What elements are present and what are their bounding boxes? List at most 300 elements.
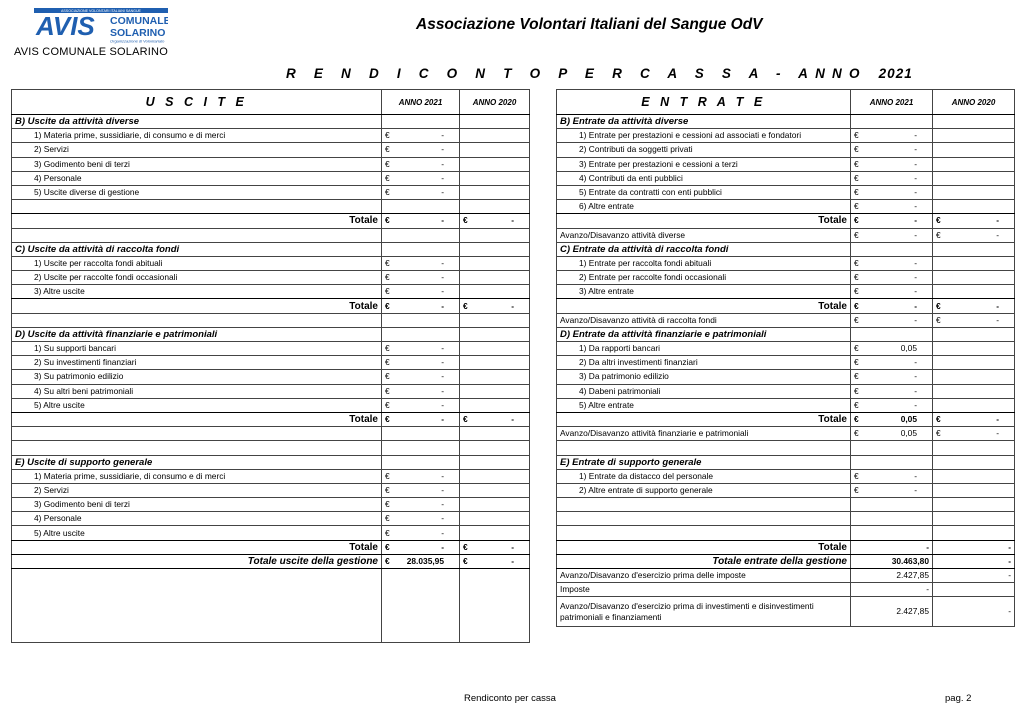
amount <box>854 201 929 212</box>
amount-value: - <box>914 470 917 481</box>
value-2021 <box>382 256 460 270</box>
value-2021 <box>382 299 460 313</box>
value-2021 <box>382 200 460 214</box>
currency-symbol: € <box>385 541 390 552</box>
currency-symbol: € <box>854 428 859 439</box>
header-title: Associazione Volontari Italiani del Sangue OdV <box>416 16 763 33</box>
value-2020 <box>933 115 1015 129</box>
value-2020 <box>460 185 530 199</box>
value-2020 <box>460 512 530 526</box>
row-label: 1) Su supporti bancari <box>12 342 382 356</box>
amount <box>385 471 456 482</box>
currency-symbol: € <box>385 257 390 268</box>
amount-value: - <box>441 484 444 495</box>
logo-line1: COMUNALE <box>110 15 168 27</box>
value-2021 <box>382 569 460 643</box>
currency-symbol: € <box>463 555 468 566</box>
amount-value: - <box>441 343 444 354</box>
table-row <box>557 271 1015 285</box>
table-row <box>557 412 1015 426</box>
value-2021 <box>851 469 933 483</box>
amount-value: - <box>914 286 917 297</box>
value-2021: - <box>851 540 933 554</box>
table-row <box>12 256 530 270</box>
value-2021 <box>382 498 460 512</box>
value-2020 <box>933 200 1015 214</box>
value-2020 <box>933 228 1015 242</box>
currency-symbol: € <box>385 187 390 198</box>
value-2021 <box>382 554 460 568</box>
table-row <box>557 157 1015 171</box>
amount <box>854 301 929 312</box>
amount <box>385 301 456 312</box>
value-2020: - <box>933 597 1015 627</box>
table-row <box>12 569 530 643</box>
table-row <box>557 583 1015 597</box>
table-row <box>557 441 1015 455</box>
currency-symbol: € <box>854 201 859 212</box>
currency-symbol: € <box>385 357 390 368</box>
row-label: 1) Entrate da distacco del personale <box>557 469 851 483</box>
amount <box>385 215 456 226</box>
currency-symbol: € <box>385 555 390 566</box>
amount-value: - <box>996 414 999 425</box>
amount <box>936 428 1011 439</box>
currency-symbol: € <box>385 414 390 425</box>
doc-year: 2021 <box>878 66 913 81</box>
value-2021 <box>851 342 933 356</box>
value-2020 <box>460 441 530 455</box>
value-2020 <box>460 285 530 299</box>
currency-symbol: € <box>463 414 468 425</box>
amount-value: - <box>511 555 514 566</box>
value-2021 <box>851 200 933 214</box>
section-heading: B) Uscite da attività diverse <box>12 115 382 129</box>
value-2020 <box>460 526 530 540</box>
amount <box>385 272 456 283</box>
value-2020 <box>933 356 1015 370</box>
table-row <box>557 143 1015 157</box>
amount-value: - <box>914 257 917 268</box>
currency-symbol: € <box>854 414 859 425</box>
value-2021 <box>851 143 933 157</box>
table-row <box>557 370 1015 384</box>
table-row <box>557 356 1015 370</box>
value-2020 <box>460 271 530 285</box>
table-header <box>12 90 530 115</box>
amount <box>385 286 456 297</box>
value-2021 <box>382 143 460 157</box>
amount <box>854 173 929 184</box>
value-2020 <box>460 214 530 228</box>
currency-symbol: € <box>854 371 859 382</box>
table-row <box>557 242 1015 256</box>
value-2021 <box>851 455 933 469</box>
value-2021 <box>382 526 460 540</box>
value-2021 <box>851 271 933 285</box>
total-label: Totale <box>12 299 382 313</box>
value-2021 <box>382 427 460 441</box>
amount-value: - <box>441 470 444 481</box>
amount-value: - <box>441 414 444 425</box>
table-row <box>12 129 530 143</box>
amount-value: - <box>914 272 917 283</box>
value-2021 <box>382 370 460 384</box>
table-row <box>12 143 530 157</box>
currency-symbol: € <box>463 300 468 311</box>
value-2020: - <box>933 540 1015 554</box>
amount <box>854 386 929 397</box>
amount <box>854 159 929 170</box>
value-2021 <box>851 171 933 185</box>
value-2021 <box>382 129 460 143</box>
table-row <box>12 271 530 285</box>
blank-cell <box>557 512 851 526</box>
amount-value: - <box>996 428 999 439</box>
currency-symbol: € <box>385 144 390 155</box>
currency-symbol: € <box>385 130 390 141</box>
org-name: AVIS COMUNALE SOLARINO <box>14 46 168 58</box>
value-2021: 2.427,85 <box>851 597 933 627</box>
table-row <box>557 214 1015 228</box>
amount <box>854 428 929 439</box>
value-2021 <box>851 384 933 398</box>
amount-value: - <box>914 130 917 141</box>
table-row <box>12 115 530 129</box>
value-2020 <box>460 242 530 256</box>
doc-title <box>286 66 913 81</box>
currency-symbol: € <box>854 357 859 368</box>
blank-cell <box>12 427 382 441</box>
logo-line3: Organizzazione di Volontariato <box>110 38 165 44</box>
currency-symbol: € <box>385 385 390 396</box>
amount <box>385 499 456 510</box>
value-2020 <box>933 469 1015 483</box>
amount-value: - <box>914 371 917 382</box>
table-row <box>557 171 1015 185</box>
amount-value: - <box>996 314 999 325</box>
value-2021 <box>851 427 933 441</box>
col-year-2021: ANNO 2021 <box>851 90 933 115</box>
table-row <box>12 342 530 356</box>
amount-value: - <box>441 272 444 283</box>
row-label: 3) Godimento beni di terzi <box>12 157 382 171</box>
amount-value: - <box>441 187 444 198</box>
value-2020 <box>460 143 530 157</box>
row-label: 3) Entrate per prestazioni e cessioni a terzi <box>557 157 851 171</box>
amount-value: 0,05 <box>900 428 917 439</box>
value-2020 <box>933 455 1015 469</box>
amount <box>385 528 456 539</box>
table-row <box>12 512 530 526</box>
currency-symbol: € <box>385 343 390 354</box>
total-label: Totale <box>12 412 382 426</box>
value-2021 <box>382 342 460 356</box>
logo-line2: SOLARINO <box>110 27 166 39</box>
blank-cell <box>557 441 851 455</box>
table-row <box>12 483 530 497</box>
amount <box>385 400 456 411</box>
amount <box>854 130 929 141</box>
value-2021 <box>382 540 460 554</box>
amount <box>385 144 456 155</box>
amount-value: - <box>914 300 917 311</box>
footer-label: Rendiconto per cassa <box>464 693 556 704</box>
table-row <box>12 455 530 469</box>
value-2020 <box>460 356 530 370</box>
avis-logo <box>34 8 168 44</box>
value-2021 <box>382 327 460 341</box>
row-label: 2) Uscite per raccolte fondi occasionali <box>12 271 382 285</box>
amount-value: - <box>441 286 444 297</box>
value-2020: - <box>933 569 1015 583</box>
value-2021 <box>851 157 933 171</box>
amount-value: - <box>914 385 917 396</box>
table-row <box>557 427 1015 441</box>
row-label: 2) Da altri investimenti finanziari <box>557 356 851 370</box>
amount-value: - <box>511 414 514 425</box>
value-2021 <box>382 412 460 426</box>
amount-value: - <box>914 172 917 183</box>
amount <box>463 215 526 226</box>
value-2020 <box>460 228 530 242</box>
currency-symbol: € <box>936 314 941 325</box>
currency-symbol: € <box>385 527 390 538</box>
amount <box>463 542 526 553</box>
table-row <box>557 498 1015 512</box>
table-row <box>12 398 530 412</box>
value-2021: - <box>851 583 933 597</box>
table-row <box>12 200 530 214</box>
table-heading: U S C I T E <box>12 90 382 115</box>
value-2021: 30.463,80 <box>851 554 933 568</box>
value-2020 <box>933 342 1015 356</box>
row-label: 1) Entrate per raccolta fondi abituali <box>557 256 851 270</box>
blank-cell <box>12 228 382 242</box>
value-2020 <box>933 384 1015 398</box>
row-label: 2) Altre entrate di supporto generale <box>557 483 851 497</box>
currency-symbol: € <box>936 428 941 439</box>
value-2021 <box>851 115 933 129</box>
row-label: 3) Altre uscite <box>12 285 382 299</box>
amount-value: - <box>914 215 917 226</box>
page-number: pag. 2 <box>945 693 972 704</box>
value-2021 <box>382 469 460 483</box>
total-label: Totale <box>557 214 851 228</box>
table-row <box>557 384 1015 398</box>
table-row <box>557 200 1015 214</box>
table-row <box>12 427 530 441</box>
amount-value: - <box>996 229 999 240</box>
amount <box>385 173 456 184</box>
grand-total-label: Totale uscite della gestione <box>12 554 382 568</box>
amount <box>936 414 1011 425</box>
amount <box>936 315 1011 326</box>
row-label: 5) Uscite diverse di gestione <box>12 185 382 199</box>
blank-cell <box>557 498 851 512</box>
table-row <box>12 469 530 483</box>
value-2020 <box>933 427 1015 441</box>
amount <box>385 258 456 269</box>
value-2021 <box>851 299 933 313</box>
value-2020 <box>460 498 530 512</box>
value-2021 <box>382 483 460 497</box>
table-row <box>12 498 530 512</box>
row-label: 4) Contributi da enti pubblici <box>557 171 851 185</box>
entrate-table <box>556 89 1015 627</box>
table-row <box>557 569 1015 583</box>
amount-value: - <box>441 144 444 155</box>
value-2020 <box>460 412 530 426</box>
currency-symbol: € <box>463 541 468 552</box>
amount <box>385 513 456 524</box>
amount-value: - <box>441 527 444 538</box>
amount-value: - <box>441 357 444 368</box>
value-2020 <box>933 398 1015 412</box>
table-row <box>557 299 1015 313</box>
col-year-2020: ANNO 2020 <box>460 90 530 115</box>
currency-symbol: € <box>385 513 390 524</box>
table-row <box>12 185 530 199</box>
amount-value: - <box>914 229 917 240</box>
amount <box>385 414 456 425</box>
amount-value: - <box>441 541 444 552</box>
value-2020 <box>460 427 530 441</box>
value-2020 <box>933 412 1015 426</box>
currency-symbol: € <box>936 414 941 425</box>
table-row <box>557 526 1015 540</box>
value-2021 <box>851 313 933 327</box>
amount-value: - <box>441 130 444 141</box>
currency-symbol: € <box>854 130 859 141</box>
currency-symbol: € <box>385 215 390 226</box>
value-2020 <box>460 569 530 643</box>
value-2020: - <box>933 554 1015 568</box>
amount-value: - <box>441 158 444 169</box>
currency-symbol: € <box>385 399 390 410</box>
section-heading: D) Uscite da attività finanziarie e patrimoniali <box>12 327 382 341</box>
col-year-2020: ANNO 2020 <box>933 90 1015 115</box>
total-label: Totale <box>12 540 382 554</box>
table-row <box>557 597 1015 627</box>
value-2021 <box>851 412 933 426</box>
currency-symbol: € <box>854 286 859 297</box>
value-2021 <box>382 512 460 526</box>
row-label: 2) Servizi <box>12 143 382 157</box>
row-label: 4) Personale <box>12 512 382 526</box>
table-row <box>557 256 1015 270</box>
amount-value: - <box>441 215 444 226</box>
row-label: 1) Da rapporti bancari <box>557 342 851 356</box>
currency-symbol: € <box>385 470 390 481</box>
row-label: 3) Godimento beni di terzi <box>12 498 382 512</box>
value-2021 <box>851 214 933 228</box>
value-2020 <box>933 526 1015 540</box>
amount <box>385 542 456 553</box>
value-2021 <box>851 228 933 242</box>
amount-value: - <box>914 187 917 198</box>
table-row <box>557 285 1015 299</box>
row-label: 1) Entrate per prestazioni e cessioni ad associati e fondatori <box>557 129 851 143</box>
amount <box>936 215 1011 226</box>
value-2020 <box>460 554 530 568</box>
currency-symbol: € <box>385 286 390 297</box>
table-row <box>12 299 530 313</box>
value-2020 <box>933 242 1015 256</box>
table-row <box>12 412 530 426</box>
value-2021 <box>382 228 460 242</box>
grand-total-label: Totale entrate della gestione <box>557 554 851 568</box>
logo-brand: AVIS <box>36 11 95 41</box>
table-row <box>12 441 530 455</box>
blank-cell <box>12 569 382 643</box>
table-row <box>12 327 530 341</box>
amount <box>854 343 929 354</box>
amount <box>385 371 456 382</box>
avanzo-label: Avanzo/Disavanzo attività finanziarie e patrimoniali <box>557 427 851 441</box>
currency-symbol: € <box>385 499 390 510</box>
value-2020 <box>460 455 530 469</box>
amount <box>936 301 1011 312</box>
amount-value: - <box>914 399 917 410</box>
avanzo-label: Avanzo/Disavanzo attività diverse <box>557 228 851 242</box>
value-2021 <box>851 327 933 341</box>
amount <box>854 215 929 226</box>
value-2021 <box>851 185 933 199</box>
value-2021 <box>851 526 933 540</box>
amount <box>463 414 526 425</box>
value-2020 <box>460 370 530 384</box>
currency-symbol: € <box>385 158 390 169</box>
row-label: 3) Altre entrate <box>557 285 851 299</box>
amount <box>854 258 929 269</box>
amount <box>854 286 929 297</box>
table-row <box>557 455 1015 469</box>
value-2020 <box>933 512 1015 526</box>
blank-cell <box>12 313 382 327</box>
currency-symbol: € <box>936 215 941 226</box>
currency-symbol: € <box>854 470 859 481</box>
amount <box>385 187 456 198</box>
amount-value: - <box>914 201 917 212</box>
row-label: 5) Altre entrate <box>557 398 851 412</box>
avanzo-label: Avanzo/Disavanzo d'esercizio prima delle imposte <box>557 569 851 583</box>
amount <box>854 187 929 198</box>
currency-symbol: € <box>854 385 859 396</box>
value-2021 <box>382 313 460 327</box>
amount-value: - <box>996 215 999 226</box>
table-row <box>557 185 1015 199</box>
amount-value: - <box>914 158 917 169</box>
table-row <box>557 540 1015 554</box>
amount-value: - <box>441 257 444 268</box>
value-2021 <box>851 370 933 384</box>
currency-symbol: € <box>854 300 859 311</box>
currency-symbol: € <box>385 371 390 382</box>
value-2021 <box>382 115 460 129</box>
row-label: 2) Servizi <box>12 483 382 497</box>
value-2021 <box>851 398 933 412</box>
amount <box>385 556 456 567</box>
currency-symbol: € <box>854 229 859 240</box>
table-row <box>557 469 1015 483</box>
value-2020 <box>460 398 530 412</box>
value-2020 <box>933 271 1015 285</box>
currency-symbol: € <box>854 314 859 325</box>
currency-symbol: € <box>854 343 859 354</box>
row-label: 5) Entrate da contratti con enti pubblici <box>557 185 851 199</box>
value-2020 <box>460 384 530 398</box>
